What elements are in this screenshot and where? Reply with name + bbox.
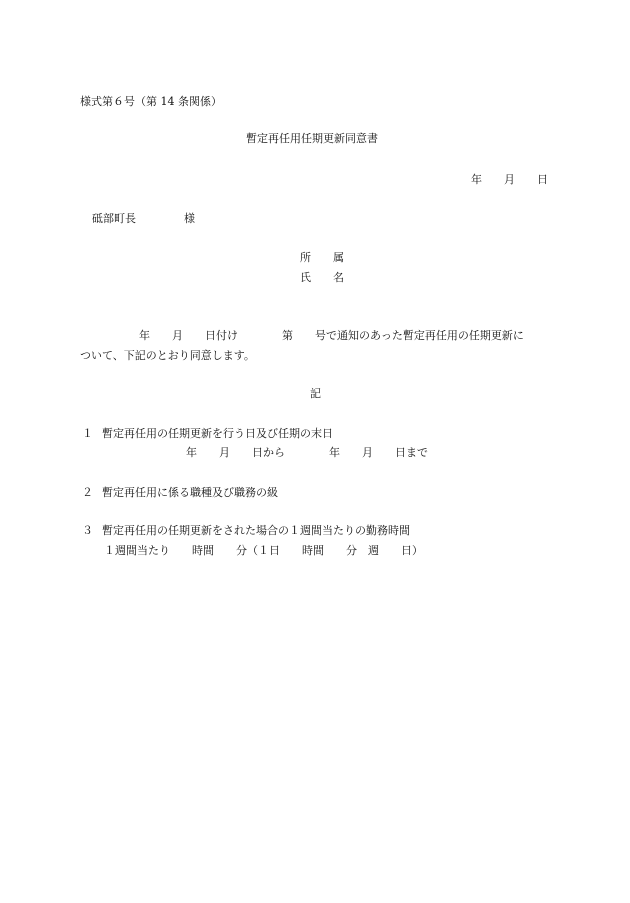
- document-title: 暫定再任用任期更新同意書: [246, 132, 378, 145]
- form-number: 様式第６号（第 14 条関係）: [80, 95, 222, 108]
- item-3-number: ３: [82, 524, 93, 537]
- addressee-name: 砥部町長: [92, 212, 136, 225]
- item-2-number: ２: [82, 486, 93, 499]
- item-3-title: 暫定再任用の任期更新をされた場合の１週間当たりの勤務時間: [102, 524, 410, 537]
- name-label: 氏 名: [300, 271, 344, 284]
- date-line: 年 月 日: [471, 173, 548, 186]
- item-3-detail: １週間当たり 時間 分（１日 時間 分 週 日）: [104, 544, 423, 557]
- affiliation-label: 所 属: [300, 251, 344, 264]
- item-1-detail: 年 月 日から 年 月 日まで: [186, 446, 428, 459]
- item-1-number: １: [82, 427, 93, 440]
- item-2-title: 暫定再任用に係る職種及び職務の級: [102, 486, 278, 499]
- addressee-honorific: 様: [184, 212, 195, 225]
- ki-heading: 記: [310, 387, 321, 400]
- body-line-1: 年 月 日付け 第 号で通知のあった暫定再任用の任期更新に: [139, 329, 524, 342]
- body-line-2: ついて、下記のとおり同意します。: [80, 349, 255, 362]
- item-1-title: 暫定再任用の任期更新を行う日及び任期の末日: [102, 427, 333, 440]
